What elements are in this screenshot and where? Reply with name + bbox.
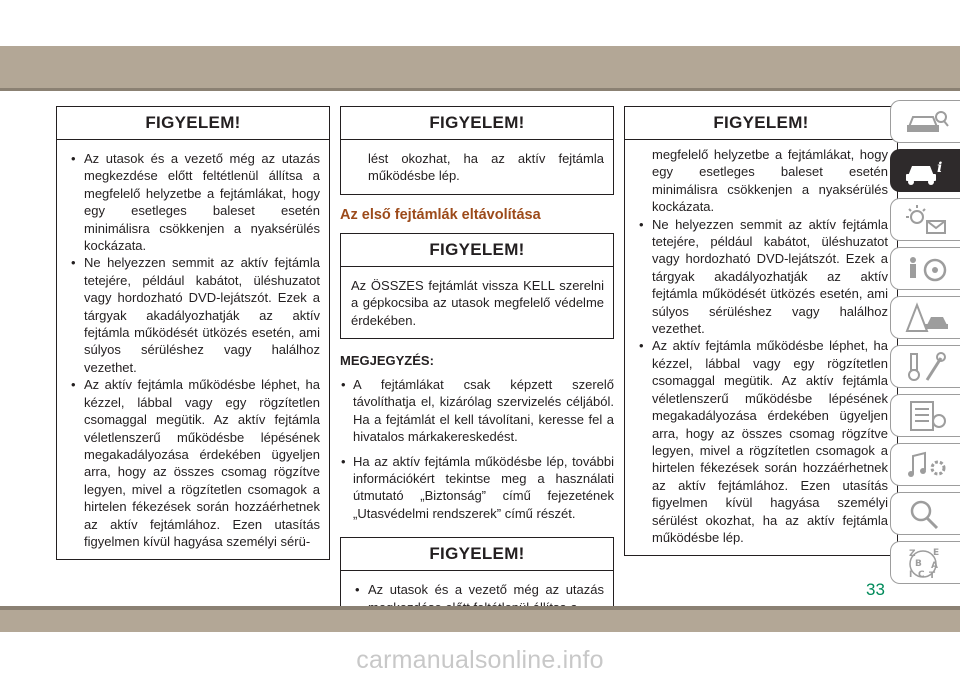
tab-safety[interactable]	[890, 247, 960, 290]
tab-multimedia[interactable]	[890, 443, 960, 486]
list-item: • Az aktív fejtámla működésbe léphet, ha kézzel, lábbal vagy egy rögzítetlen csomaggal megütik. Az aktív fejtámla véletlenszerű működésbe lépésének megakadályozása érdekében ügyeljen arra, hogy az összes csomag rögzítve legyen, mivel a rögzítetlen csomagok a hirtelen fékezések során hozzáérhetnek az aktív fejtámlához. Ezen utasítás figyelmen kívül hagyása személyi sérü-	[67, 376, 320, 550]
list-item: • Az aktív fejtámla működésbe léphet, ha kézzel, lábbal vagy egy rögzítetlen csomaggal megütik. Az aktív fejtámla véletlenszerű működésbe lépésének megakadályozása érdekében ügyeljen arra, hogy az összes csomag rögzítve legyen, mivel a rögzítetlen csomagok a hirtelen fékezések során hozzáérhetnek az aktív fejtámlához. Ezen utasítás figyelmen kívül hagyása személyi sérülést okozhat, ha az aktív fejtámla működésbe lép.	[635, 337, 888, 546]
warning-box	[624, 106, 898, 556]
svg-text:Z: Z	[908, 548, 916, 559]
tab-alphabetical[interactable]	[890, 541, 960, 584]
warning-title: FIGYELEM!	[341, 107, 613, 140]
tools-icon	[903, 350, 949, 384]
top-margin	[0, 0, 960, 46]
page-number: 33	[866, 580, 885, 599]
alphabet-index-icon	[903, 546, 949, 580]
note-list	[340, 376, 614, 522]
list-item: • Az utasok és a vezető még az utazás megkezdése előtt feltétlenül állítsa a megfelelő helyzetbe a fejtámlákat, hogy egy esetleges baleset esetén minimálisra csökkenjen a nyaksérülés kockázata.	[67, 150, 320, 254]
warning-title: FIGYELEM!	[625, 107, 897, 140]
column-1	[56, 106, 330, 560]
svg-text:C: C	[917, 569, 925, 580]
warning-title: FIGYELEM!	[341, 234, 613, 267]
tab-servicing[interactable]	[890, 345, 960, 388]
checklist-icon	[903, 399, 949, 433]
tab-dashboard[interactable]	[890, 198, 960, 241]
svg-text:i: i	[936, 159, 942, 176]
svg-text:I: I	[908, 569, 912, 580]
warning-title: FIGYELEM!	[341, 538, 613, 571]
car-search-icon	[903, 105, 949, 139]
svg-text:B: B	[914, 558, 922, 569]
watermark: carmanualsonline.info	[356, 646, 604, 674]
list-item: • Ha az aktív fejtámla működésbe lép, további információkért tekintse meg a használati útmutató „Biztonság” című fejezetének „Utasvédelmi rendszerek” című részét.	[340, 453, 614, 523]
warning-list	[635, 216, 888, 547]
warning-list	[67, 150, 320, 550]
list-item: • Az utasok és a vezető még az utazás	[351, 581, 604, 616]
list-item: • A fejtámlákat csak képzett szerelő távolíthatja el, kizárólag szervizelés céljából. Ha a fejtámlát el kell távolítani, keresse fel a hivatalos márkakereskedést.	[340, 376, 614, 446]
warning-title: FIGYELEM!	[57, 107, 329, 140]
svg-text:E: E	[932, 547, 939, 558]
warning-triangle-car-icon	[903, 301, 949, 335]
svg-text:T: T	[928, 570, 935, 580]
tab-getting-to-know[interactable]	[890, 100, 960, 143]
warning-box	[56, 106, 330, 560]
list-item: • Ne helyezzen semmit az aktív fejtámla tetejére, például kabátot, üléshuzatot vagy hordozható DVD-lejátszót. Ezek a tárgyak akadályozhatják az aktív fejtámla működését ütközés esetén, ami súlyos sérüléshez vagy halálhoz vezethet.	[635, 216, 888, 338]
warning-continuation: megfelelő helyzetbe a fejtámlákat, hogy egy esetleges baleset esetén minimálisra csökkenjen a nyaksérülés kockázata.	[652, 147, 888, 215]
warning-continuation: lést okozhat, ha az aktív fejtámla működésbe lép.	[368, 151, 604, 184]
tab-index[interactable]	[890, 492, 960, 535]
list-item: • Ne helyezzen semmit az aktív fejtámla tetejére, például kabátot, üléshuzatot vagy hordozható DVD-lejátszót. Ezek a tárgyak akadályozhatják az aktív fejtámla működését ütközés esetén, ami súlyos sérüléshez vagy halálhoz vezethet.	[67, 254, 320, 376]
warning-box	[340, 106, 614, 195]
tab-emergency[interactable]	[890, 296, 960, 339]
chapter-tabs	[890, 100, 960, 590]
seatbelt-steering-icon	[903, 252, 949, 286]
warning-light-mail-icon	[903, 203, 949, 237]
header-rule	[0, 88, 960, 91]
footer-band	[0, 610, 960, 632]
search-icon	[903, 497, 949, 531]
warning-text: Az ÖSSZES fejtámlát vissza KELL szerelni a gépkocsiba az utasok megfelelő védelme érdekében.	[351, 277, 604, 328]
header-band	[0, 46, 960, 88]
section-title: Az első fejtámlák eltávolítása	[340, 206, 541, 223]
music-settings-icon	[903, 448, 949, 482]
column-3	[624, 106, 898, 556]
note-title: MEGJEGYZÉS:	[340, 353, 434, 369]
tab-car-info[interactable]	[890, 149, 960, 192]
tab-specifications[interactable]	[890, 394, 960, 437]
svg-text:A: A	[930, 560, 938, 571]
car-info-icon	[903, 154, 949, 188]
warning-box	[340, 233, 614, 339]
column-2	[340, 106, 614, 626]
